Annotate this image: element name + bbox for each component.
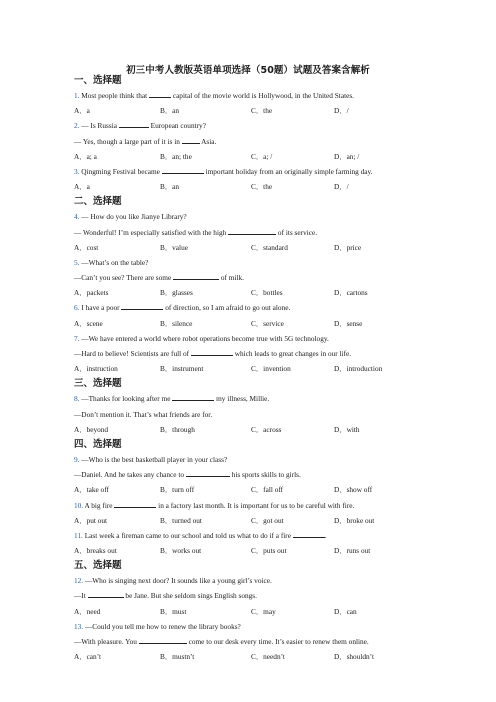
answer-blank [173, 273, 219, 280]
question-text: —With pleasure. You [74, 637, 139, 646]
option-b: B．instrument [160, 364, 204, 374]
question-stem [74, 300, 434, 315]
option-d: D．introduction [334, 364, 383, 374]
option-d: D．with [334, 424, 360, 434]
option-b: B．an [160, 106, 180, 116]
answer-options [74, 240, 434, 255]
option-a: A．instruction [74, 364, 118, 374]
option-a: A．take off [74, 485, 109, 495]
option-c: C．bottles [251, 288, 283, 298]
answer-options [74, 649, 434, 664]
question-text: Most people think that [81, 91, 149, 100]
option-d: D．broke out [334, 515, 375, 525]
question-number: 11. [74, 530, 85, 540]
question-text: important holiday from an originally simple farming day. [203, 166, 373, 176]
question-text: —We have entered a world where robot operations become true with 5G technology. [81, 333, 329, 343]
question-text: come to our desk every time. It’s easier to renew them online. [186, 637, 369, 646]
question-text: —Can’t you see? There are some [74, 273, 174, 283]
option-c: C．the [251, 182, 273, 192]
option-b: B．an [160, 182, 180, 192]
question-line [74, 134, 434, 149]
answer-blank [119, 121, 149, 128]
option-b: B．turned out [160, 515, 202, 525]
answer-blank [182, 137, 200, 144]
option-a: A．scene [74, 318, 103, 328]
option-a: A．a; a [74, 151, 97, 161]
answer-options [74, 361, 434, 376]
question-number: 5. [74, 257, 82, 267]
section-heading: 二、选择题 [74, 196, 122, 208]
option-c: C．puts out [251, 546, 287, 556]
question-text: —Hard to believe! Scientists are full of [74, 349, 191, 358]
question-number: 2. [74, 121, 82, 131]
option-a: A．breaks out [74, 546, 117, 556]
question-line [74, 407, 434, 422]
question-text: Asia. [199, 136, 217, 146]
question-text: in a factory last month. It is important for us to be careful with fire. [156, 500, 355, 510]
option-b: B．value [160, 242, 188, 252]
question-text: —Could you tell me how to renew the library books? [84, 621, 241, 631]
answer-blank [191, 349, 233, 356]
question-text: —Thanks for looking after me [81, 394, 173, 404]
section-heading: 一、选择题 [74, 75, 122, 86]
question-number: 6. [74, 303, 82, 313]
option-a: A．a [74, 182, 90, 192]
answer-options [74, 149, 434, 164]
option-d: D．sense [334, 318, 363, 328]
option-d: D．cartons [334, 288, 368, 298]
answer-blank [293, 531, 325, 538]
option-a: A．cost [74, 242, 99, 252]
question-stem [74, 619, 434, 634]
question-text: — Is Russia [81, 121, 119, 131]
option-b: B．mustn’t [160, 652, 195, 662]
option-c: C．a; / [251, 151, 273, 161]
question-text: A big fire [84, 500, 115, 510]
question-text: which leads to great changes in our life. [232, 349, 352, 358]
section-heading: 三、选择题 [74, 378, 122, 390]
question-number: 13. [74, 621, 85, 631]
option-a: A．beyond [74, 424, 109, 434]
question-number: 9. [74, 454, 82, 464]
section-heading: 五、选择题 [74, 560, 122, 572]
question-line [74, 346, 434, 361]
option-b: B．works out [160, 546, 202, 556]
question-stem [74, 573, 434, 588]
option-a: A．a [74, 106, 90, 116]
question-stem [74, 391, 434, 406]
answer-blank [172, 394, 214, 401]
option-d: D．/ [334, 106, 349, 116]
answer-blank [114, 501, 156, 508]
question-stem [74, 331, 434, 346]
answer-options [74, 543, 434, 558]
question-stem [74, 452, 434, 467]
question-text: of milk. [219, 273, 244, 283]
question-stem [74, 528, 434, 543]
question-text: —Don’t mention it. That’s what friends are for. [74, 409, 213, 419]
question-text: of direction, so I am afraid to go out alone. [163, 303, 291, 313]
option-c: C．across [251, 424, 282, 434]
question-line [74, 634, 434, 649]
answer-options [74, 103, 434, 118]
option-d: D．price [334, 242, 362, 252]
answer-options [74, 179, 434, 194]
question-number: 12. [74, 576, 85, 586]
option-c: C．needn’t [251, 652, 285, 662]
question-stem [74, 164, 434, 179]
answer-options [74, 285, 434, 300]
option-c: C．invention [251, 364, 291, 374]
option-c: C．service [251, 318, 284, 328]
option-c: C．standard [251, 242, 288, 252]
question-text: — Wonderful! I’m especially satisfied with the high [74, 227, 229, 237]
option-d: D．can [334, 606, 357, 616]
option-a: A．need [74, 606, 101, 616]
option-c: C．the [251, 106, 273, 116]
option-a: A．put out [74, 515, 108, 525]
question-text: —What’s on the table? [81, 257, 149, 267]
document-title: 初三中考人教版英语单项选择（50题）试题及答案含解析 [126, 65, 370, 76]
question-text: be Jane. But she seldom sings English songs. [123, 591, 257, 601]
question-text: my illness, Millie. [214, 394, 270, 404]
question-text: European country? [148, 121, 206, 131]
question-number: 3. [74, 166, 82, 176]
question-stem [74, 118, 434, 133]
question-line [74, 467, 434, 482]
question-line [74, 225, 434, 240]
option-c: C．got out [251, 515, 284, 525]
option-b: B．an; the [160, 151, 192, 161]
option-b: B．must [160, 606, 187, 616]
question-text: capital of the movie world is Hollywood, in the United States. [171, 91, 354, 100]
answer-blank [121, 303, 163, 310]
question-text: . [324, 530, 327, 540]
option-c: C．may [251, 606, 276, 616]
question-number: 4. [74, 212, 82, 222]
question-stem [74, 209, 434, 224]
question-stem [74, 498, 434, 513]
question-list [74, 73, 434, 664]
question-line [74, 270, 434, 285]
question-text: —Who is singing next door? It sounds like a young girl’s voice. [84, 576, 272, 586]
question-text: —Daniel. And he takes any chance to [74, 470, 186, 480]
question-text: of its service. [276, 227, 318, 237]
option-a: A．packets [74, 288, 109, 298]
answer-options [74, 513, 434, 528]
option-c: C．fall off [251, 485, 284, 495]
answer-blank [139, 637, 187, 644]
section-heading: 四、选择题 [74, 438, 122, 450]
question-text: — How do you like Jianye Library? [81, 212, 187, 222]
option-d: D．show off [334, 485, 373, 495]
answer-blank [228, 228, 276, 235]
question-stem [74, 88, 434, 103]
question-number: 8. [74, 394, 82, 404]
option-d: D．an; / [334, 151, 360, 161]
answer-options [74, 604, 434, 619]
question-line [74, 588, 434, 603]
question-number: 1. [74, 91, 82, 100]
question-text: —It [74, 591, 88, 601]
answer-blank [149, 91, 171, 98]
answer-blank [88, 591, 124, 598]
answer-blank [186, 470, 230, 477]
option-d: D．/ [334, 182, 349, 192]
question-text: Last week a fireman came to our school and told us what to do if a fire [84, 530, 293, 540]
question-text: Qingming Festival became [81, 166, 162, 176]
answer-blank [162, 167, 204, 174]
option-b: B．through [160, 424, 195, 434]
question-text: —Who is the best basketball player in your class? [81, 454, 228, 464]
option-d: D．runs out [334, 546, 371, 556]
question-text: his sports skills to girls. [229, 470, 301, 480]
question-stem [74, 255, 434, 270]
answer-options [74, 422, 434, 437]
option-b: B．silence [160, 318, 193, 328]
question-text: I have a poor [81, 303, 122, 313]
answer-options [74, 482, 434, 497]
question-number: 7. [74, 333, 82, 343]
option-d: D．shouldn’t [334, 652, 375, 662]
question-number: 10. [74, 500, 85, 510]
question-text: — Yes, though a large part of it is in [74, 136, 182, 146]
option-a: A．can’t [74, 652, 102, 662]
option-b: B．glasses [160, 288, 193, 298]
option-b: B．turn off [160, 485, 195, 495]
answer-options [74, 316, 434, 331]
